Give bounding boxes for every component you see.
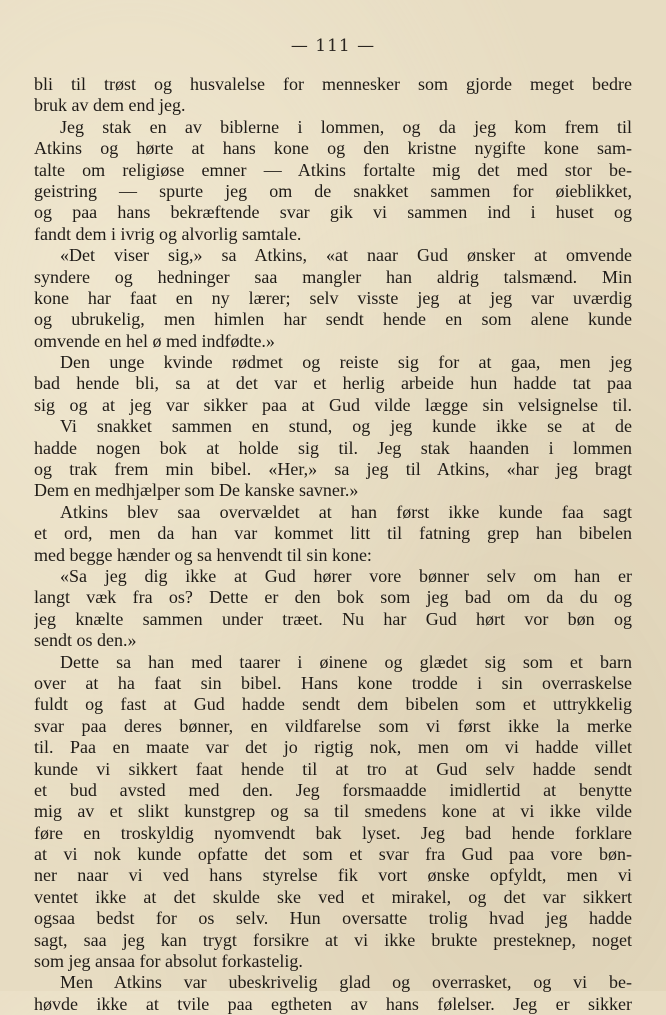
text-line: ventet ikke at det skulde ske ved et mirakel, og det var sikkert — [34, 886, 632, 907]
text-line: kone har faat en ny lærer; selv visste jeg at jeg var uværdig — [34, 287, 632, 308]
text-line: Jeg stak en av biblerne i lommen, og da jeg kom frem til — [60, 116, 632, 137]
text-line: sagt, saa jeg kan trygt forsikre at vi ikke brukte presteknep, noget — [34, 929, 632, 950]
text-line: ogsaa bedst for os selv. Hun oversatte trolig hvad jeg hadde — [34, 908, 632, 929]
text-line: fuldt og fast at Gud hadde sendt dem bibelen som et uttrykkelig — [34, 694, 632, 715]
text-line: mig av et slikt kunstgrep og sa til smedens kone at vi ikke vilde — [34, 801, 632, 822]
text-line: syndere og hedninger saa mangler han aldrig talsmænd. Min — [34, 266, 632, 287]
text-line: fandt dem i ivrig og alvorlig samtale. — [34, 223, 302, 244]
text-line: over at ha faat sin bibel. Hans kone trodde i sin overraskelse — [34, 672, 632, 693]
text-line: bli til trøst og husvalelse for mennesker som gjorde meget bedre — [34, 74, 632, 94]
text-line: Den unge kvinde rødmet og reiste sig for at gaa, men jeg — [60, 352, 632, 373]
text-line: «Sa jeg dig ikke at Gud hører vore bønner selv om han er — [60, 565, 632, 586]
text-line: bruk av dem end jeg. — [34, 95, 186, 116]
text-line: at vi nok kunde opfatte det som et svar fra Gud paa vore bøn- — [34, 844, 632, 865]
text-line: Men Atkins var ubeskrivelig glad og overrasket, og vi be- — [60, 972, 632, 993]
text-line: geistring — spurte jeg om de snakket sammen for øieblikket, — [34, 180, 632, 201]
text-line: talte om religiøse emner — Atkins fortalte mig det med stor be- — [34, 159, 632, 180]
text-line: Atkins blev saa overvældet at han først ikke kunde faa sagt — [60, 501, 632, 522]
text-line: hadde nogen bok at holde sig til. Jeg stak haanden i lommen — [34, 437, 632, 458]
text-line: ner naar vi ved hans styrelse fik vort ønske opfyldt, men vi — [34, 865, 632, 886]
text-line: høvde ikke at tvile paa egtheten av hans følelser. Jeg er sikker — [34, 993, 632, 1014]
text-line: et bud avsted med den. Jeg forsmaadde imidlertid at benytte — [34, 779, 632, 800]
text-line: sendt os den.» — [34, 630, 137, 651]
text-line: og trak frem min bibel. «Her,» sa jeg til Atkins, «har jeg bragt — [34, 459, 632, 480]
text-line: omvende en hel ø med indfødte.» — [34, 330, 275, 351]
text-line: som jeg ansaa for absolut forkastelig. — [34, 951, 303, 972]
text-line: langt væk fra os? Dette er den bok som jeg bad om da du og — [34, 587, 632, 608]
text-line: Atkins og hørte at hans kone og den kristne nygifte kone sam- — [34, 138, 632, 159]
page-number: — 111 — — [290, 36, 376, 56]
text-line: til. Paa en maate var det jo rigtig nok, men om vi hadde villet — [34, 737, 632, 758]
text-line: bad hende bli, sa at det var et herlig arbeide hun hadde tat paa — [34, 373, 632, 394]
text-line: kunde vi sikkert faat hende til at tro at Gud selv hadde sendt — [34, 758, 632, 779]
text-line: føre en troskyldig nyomvendt bak lyset. Jeg bad hende forklare — [34, 822, 632, 843]
text-line: «Det viser sig,» sa Atkins, «at naar Gud ønsker at omvende — [60, 245, 632, 266]
text-line: et ord, men da han var kommet litt til fatning grep han bibelen — [34, 523, 632, 544]
body-text — [34, 74, 632, 1015]
text-line: svar paa deres bønner, en vildfarelse som vi først ikke la merke — [34, 715, 632, 736]
text-line: Vi snakket sammen en stund, og jeg kunde ikke se at de — [60, 416, 632, 437]
text-line: med begge hænder og sa henvendt til sin kone: — [34, 544, 372, 565]
text-line: og paa hans bekræftende svar gik vi sammen ind i huset og — [34, 202, 632, 223]
text-line: jeg knælte sammen under træet. Nu har Gud hørt vor bøn og — [34, 608, 632, 629]
text-line: Dem en medhjælper som De kanske savner.» — [34, 480, 359, 501]
text-line: sig og at jeg var sikker paa at Gud vilde lægge sin velsignelse til. — [34, 394, 632, 415]
text-line: og ubrukelig, men himlen har sendt hende en som alene kunde — [34, 309, 632, 330]
text-line: Dette sa han med taarer i øinene og glædet sig som et barn — [60, 651, 632, 672]
